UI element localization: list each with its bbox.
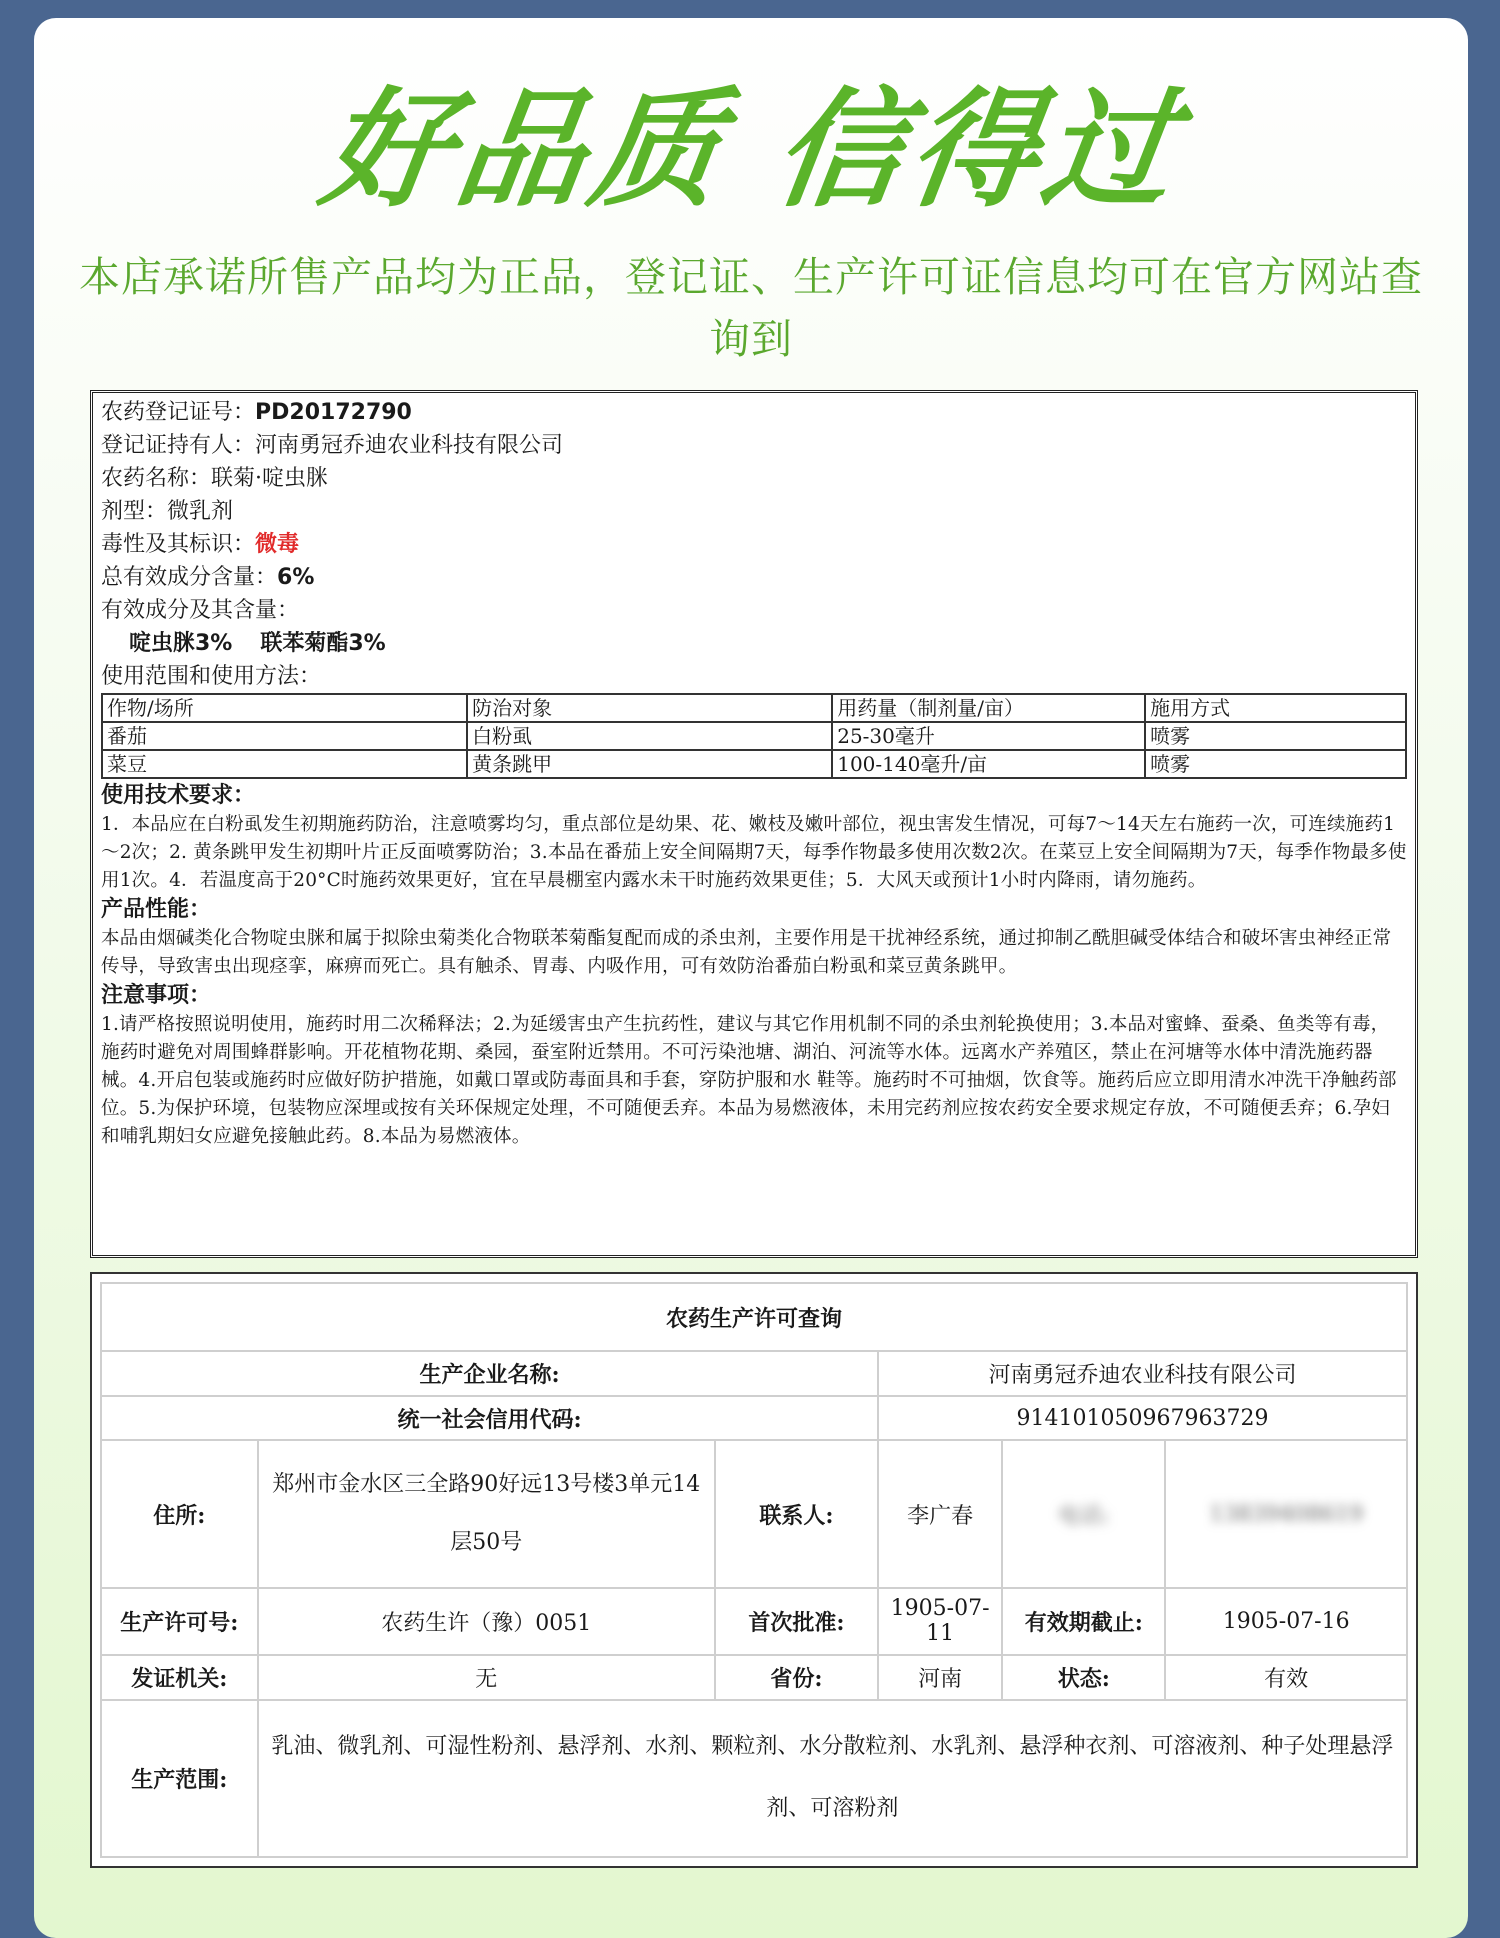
permit-row: [101, 1588, 1407, 1656]
toxicity-label: 毒性及其标识：: [101, 532, 256, 557]
permit-row: [101, 1440, 1407, 1587]
permit-row: [101, 1700, 1407, 1857]
company-label: 生产企业名称:: [101, 1351, 878, 1396]
expiry-value: 1905-07-16: [1165, 1588, 1407, 1656]
first-approval-value: 1905-07-11: [878, 1588, 1002, 1656]
issuer-label: 发证机关:: [101, 1655, 258, 1700]
usage-cell: 100-140毫升/亩: [832, 750, 1145, 778]
ingredient-1: 啶虫脒3%: [129, 631, 233, 656]
total-row: [101, 561, 1407, 594]
form-value: 微乳剂: [167, 499, 234, 524]
cert-no-value: PD20172790: [255, 400, 412, 425]
usage-cell: 白粉虱: [467, 722, 832, 750]
address-label: 住所:: [101, 1440, 258, 1587]
total-value: 6%: [277, 565, 315, 590]
usage-table: [101, 693, 1407, 779]
notes-text: 1.请严格按照说明使用，施药时用二次稀释法；2.为延缓害虫产生抗药性，建议与其它作用机制不同的杀虫剂轮换使用；3.本品对蜜蜂、蚕桑、鱼类等有毒，施药时避免对周围蜂群影响。开花植物花期、桑园，蚕室附近禁用。不可污染池塘、湖泊、河流等水体。远离水产养殖区，禁止在河塘等水体中清洗施药器械。4.开启包装或施药时应做好防护措施，如戴口罩或防毒面具和手套，穿防护服和水 鞋等。施药时不可抽烟，饮食等。施药后应立即用清水冲洗干净触药部位。5.为保护环境，包装物应深埋或按有关环保规定处理，不可随便丢弃。本品为易燃液体，未用完药剂应按农药安全要求规定存放，不可随便丢弃；6.孕妇和哺乳期妇女应避免接触此药。8.本品为易燃液体。: [101, 1014, 1397, 1147]
toxicity-value: 微毒: [255, 531, 300, 557]
usage-cell: 黄条跳甲: [467, 750, 832, 778]
name-value: 联菊·啶虫脒: [211, 466, 329, 491]
permit-row: [101, 1396, 1407, 1441]
holder-value: 河南勇冠乔迪农业科技有限公司: [255, 433, 564, 458]
usage-cell: 番茄: [102, 722, 467, 750]
expiry-label: 有效期截止:: [1002, 1588, 1165, 1656]
notes-heading: 注意事项：: [101, 983, 212, 1008]
name-label: 农药名称：: [101, 466, 212, 491]
province-value: 河南: [878, 1655, 1002, 1700]
range-label: 生产范围:: [101, 1700, 258, 1857]
company-value: 河南勇冠乔迪农业科技有限公司: [878, 1351, 1407, 1396]
tech-text: 1．本品应在白粉虱发生初期施药防治，注意喷雾均匀，重点部位是幼果、花、嫩枝及嫩叶部位，视虫害发生情况，可每7～14天左右施药一次，可连续施药1～2次；2. 黄条跳甲发生初期叶片正反面喷雾防治；3.本品在番茄上安全间隔期7天，每季作物最多使用次数2次。在菜豆上安全间隔期为7天，每季作物最多使用1次。4．若温度高于20°C时施药效果更好，宜在早晨棚室内露水未干时施药效果更佳；5．大风天或预计1小时内降雨，请勿施药。: [101, 814, 1407, 891]
name-row: [101, 462, 1407, 495]
usage-header-cell: 作物/场所: [102, 694, 467, 722]
usage-cell: 25-30毫升: [832, 722, 1145, 750]
phone-value: 13839408619: [1165, 1440, 1407, 1587]
content-card: [34, 18, 1468, 1938]
status-label: 状态:: [1002, 1655, 1165, 1700]
form-label: 剂型：: [101, 499, 168, 524]
holder-row: [101, 429, 1407, 462]
headline: 好品质 信得过: [313, 76, 1189, 225]
usage-cell: 喷雾: [1145, 722, 1406, 750]
contact-value: 李广春: [878, 1440, 1002, 1587]
form-row: [101, 495, 1407, 528]
license-label: 生产许可号:: [101, 1588, 258, 1656]
usage-cell: 菜豆: [102, 750, 467, 778]
range-value: 乳油、微乳剂、可湿性粉剂、悬浮剂、水剂、颗粒剂、水分散粒剂、水乳剂、悬浮种衣剂、可溶液剂、种子处理悬浮剂、可溶粉剂: [258, 1700, 1407, 1857]
permit-row: [101, 1655, 1407, 1700]
status-value: 有效: [1165, 1655, 1407, 1700]
license-value: 农药生许（豫）0051: [258, 1588, 715, 1656]
usage-row: [102, 722, 1406, 750]
registration-box: [90, 390, 1418, 1258]
performance-heading: 产品性能：: [101, 897, 212, 922]
usage-header-cell: 用药量（制剂量/亩）: [832, 694, 1145, 722]
first-approval-label: 首次批准:: [715, 1588, 878, 1656]
usage-row: [102, 750, 1406, 778]
permit-title: 农药生产许可查询: [101, 1283, 1407, 1351]
credit-label: 统一社会信用代码:: [101, 1396, 878, 1441]
permit-title-row: [101, 1283, 1407, 1351]
scope-label: 使用范围和使用方法：: [101, 664, 322, 689]
ingredient-2: 联苯菊酯3%: [260, 631, 386, 656]
ingredients-row: [101, 627, 1407, 660]
usage-header-cell: 防治对象: [467, 694, 832, 722]
holder-label: 登记证持有人：: [101, 433, 256, 458]
usage-header-row: [102, 694, 1406, 722]
toxicity-row: [101, 528, 1407, 561]
usage-header-cell: 施用方式: [1145, 694, 1406, 722]
cert-no-row: [101, 396, 1407, 429]
usage-cell: 喷雾: [1145, 750, 1406, 778]
ingredients-label: 有效成分及其含量：: [101, 598, 300, 623]
credit-value: 914101050967963729: [878, 1396, 1407, 1441]
performance-text: 本品由烟碱类化合物啶虫脒和属于拟除虫菊类化合物联苯菊酯复配而成的杀虫剂，主要作用是干扰神经系统，通过抑制乙酰胆碱受体结合和破坏害虫神经正常传导，导致害虫出现痉挛，麻痹而死亡。具有触杀、胃毒、内吸作用，可有效防治番茄白粉虱和菜豆黄条跳甲。: [101, 928, 1392, 977]
contact-label: 联系人:: [715, 1440, 878, 1587]
issuer-value: 无: [258, 1655, 715, 1700]
province-label: 省份:: [715, 1655, 878, 1700]
total-label: 总有效成分含量：: [101, 565, 278, 590]
phone-label: 电话:: [1002, 1440, 1165, 1587]
tech-heading: 使用技术要求：: [101, 783, 256, 808]
permit-box: [90, 1272, 1418, 1868]
permit-row: [101, 1351, 1407, 1396]
permit-table: [100, 1282, 1408, 1858]
promise-text: 本店承诺所售产品均为正品，登记证、生产许可证信息均可在官方网站查询到: [79, 253, 1423, 363]
cert-no-label: 农药登记证号：: [101, 400, 256, 425]
address-value: 郑州市金水区三全路90好远13号楼3单元14层50号: [258, 1440, 715, 1587]
